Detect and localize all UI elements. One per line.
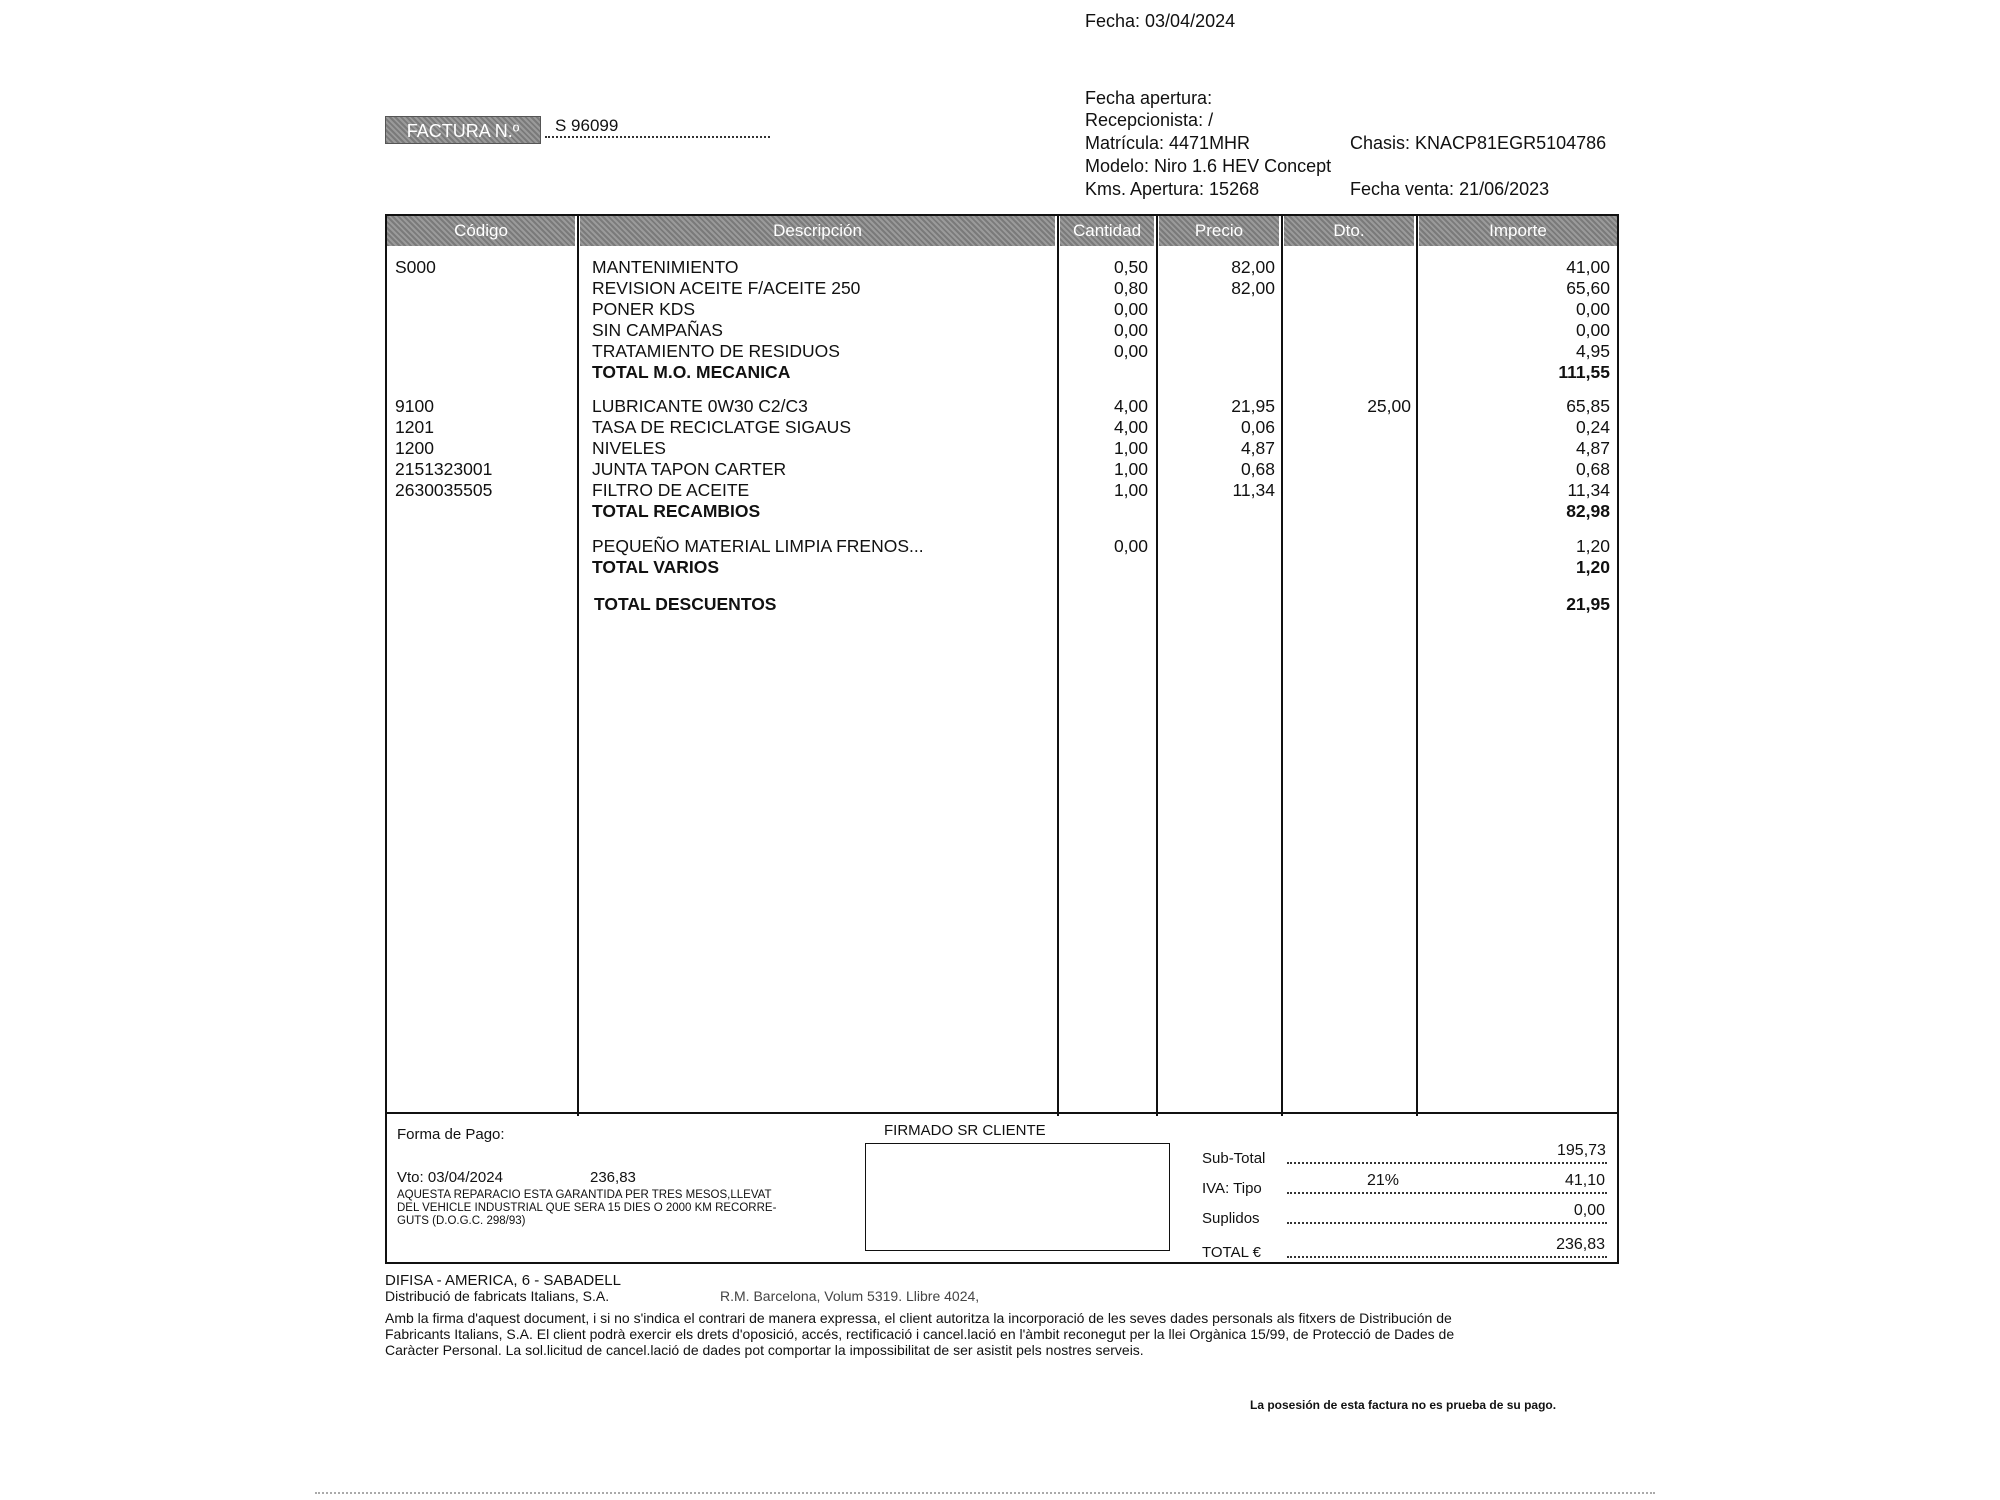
vat-rate: 21% (1367, 1172, 1400, 1189)
invoice-lines-table (385, 214, 1619, 1114)
page-bottom-rule (315, 1492, 1655, 1494)
warranty-text-line-1: AQUESTA REPARACIO ESTA GARANTIDA PER TRES MESOS,LLEVAT (397, 1189, 772, 1201)
cell-cantidad: 4,00 (1113, 396, 1148, 416)
cell-precio: 82,00 (1231, 278, 1275, 298)
cell-cantidad: 1,00 (1113, 438, 1148, 458)
total-dots (1287, 1256, 1607, 1258)
column-divider (1156, 216, 1158, 1116)
cell-descripcion: MANTENIMIENTO (592, 257, 739, 277)
subtotal-value: 195,73 (1557, 1142, 1606, 1159)
cell-descripcion: TOTAL M.O. MECANICA (592, 362, 791, 382)
cell-importe: 0,00 (1575, 299, 1610, 319)
cell-cantidad: 0,50 (1113, 257, 1148, 277)
cell-descripcion: JUNTA TAPON CARTER (592, 459, 787, 479)
invoice-number-underline (545, 136, 770, 138)
cell-importe: 4,87 (1575, 438, 1610, 458)
cell-precio: 4,87 (1240, 438, 1275, 458)
invoice-number: S 96099 (555, 116, 619, 135)
cell-codigo: 2630035505 (395, 480, 493, 500)
company-registry: R.M. Barcelona, Volum 5319. Llibre 4024, (720, 1288, 980, 1304)
cell-importe: 111,55 (1558, 362, 1610, 382)
cell-cantidad: 1,00 (1113, 459, 1148, 479)
payment-method-label: Forma de Pago: (397, 1126, 505, 1143)
company-name: Distribució de fabricats Italians, S.A. (385, 1288, 610, 1304)
cell-importe: 82,98 (1566, 501, 1610, 521)
cell-descripcion: TASA DE RECICLATGE SIGAUS (592, 417, 851, 437)
suplidos-label: Suplidos (1202, 1210, 1260, 1227)
column-header-cantidad: Cantidad (1060, 216, 1154, 246)
opening-mileage: Kms. Apertura: 15268 (1085, 179, 1260, 199)
cell-descripcion: REVISION ACEITE F/ACEITE 250 (592, 278, 861, 298)
column-divider (1281, 216, 1283, 1116)
cell-descripcion: SIN CAMPAÑAS (592, 320, 723, 340)
cell-codigo: 1200 (395, 438, 434, 458)
payment-disclaimer: La posesión de esta factura no es prueba de su pago. (1250, 1398, 1557, 1412)
subtotal-dots (1287, 1162, 1607, 1164)
signature-box (865, 1143, 1170, 1251)
column-header-importe: Importe (1419, 216, 1617, 246)
cell-descripcion: TOTAL RECAMBIOS (592, 501, 761, 521)
cell-descripcion: TRATAMIENTO DE RESIDUOS (592, 341, 840, 361)
cell-importe: 21,95 (1566, 594, 1610, 614)
privacy-notice-line-1: Amb la firma d'aquest document, i si no s'indica el contrari de manera expressa, el client autoritza la incorporació de les seves dades personals als fitxers de Distribución de (385, 1310, 1452, 1326)
warranty-text-line-3: GUTS (D.O.G.C. 298/93) (397, 1215, 526, 1227)
column-header-codigo: Código (387, 216, 575, 246)
cell-importe: 1,20 (1575, 536, 1610, 556)
cell-importe: 65,60 (1566, 278, 1610, 298)
cell-dto: 25,00 (1367, 396, 1411, 416)
vat-dots (1287, 1192, 1607, 1194)
cell-codigo: 1201 (395, 417, 434, 437)
chassis-number: Chasis: KNACP81EGR5104786 (1350, 133, 1607, 153)
column-header-dto: Dto. (1284, 216, 1414, 246)
cell-precio: 82,00 (1231, 257, 1275, 277)
total-label: TOTAL € (1202, 1244, 1261, 1261)
cell-descripcion: TOTAL DESCUENTOS (594, 594, 777, 614)
signature-label: FIRMADO SR CLIENTE (884, 1122, 1046, 1139)
sale-date: Fecha venta: 21/06/2023 (1350, 179, 1550, 199)
due-amount: 236,83 (590, 1169, 636, 1186)
column-divider (577, 216, 579, 1116)
cell-precio: 0,06 (1240, 417, 1275, 437)
privacy-notice-line-2: Fabricants Italians, S.A. El client podrà exercir els drets d'oposició, accés, rectificació i cancel.lació en l'àmbit reconegut per la llei Orgànica 15/99, de Protecció de Dades de (385, 1326, 1455, 1342)
invoice-date: Fecha: 03/04/2024 (1085, 11, 1236, 31)
cell-importe: 4,95 (1575, 341, 1610, 361)
column-divider (1416, 216, 1418, 1116)
due-date: Vto: 03/04/2024 (397, 1169, 503, 1186)
opening-date: Fecha apertura: (1085, 88, 1213, 108)
license-plate: Matrícula: 4471MHR (1085, 133, 1251, 153)
cell-importe: 11,34 (1567, 480, 1610, 500)
column-header-descripcion: Descripción (580, 216, 1055, 246)
cell-importe: 0,00 (1575, 320, 1610, 340)
cell-importe: 41,00 (1566, 257, 1610, 277)
cell-precio: 21,95 (1231, 396, 1275, 416)
cell-cantidad: 0,00 (1113, 299, 1148, 319)
cell-cantidad: 0,00 (1113, 536, 1148, 556)
column-divider (1057, 216, 1059, 1116)
cell-descripcion: NIVELES (592, 438, 666, 458)
vat-label: IVA: Tipo (1202, 1180, 1262, 1197)
cell-descripcion: PEQUEÑO MATERIAL LIMPIA FRENOS... (592, 536, 924, 556)
privacy-notice-line-3: Caràcter Personal. La sol.licitud de cancel.lació de dades pot comportar la impossibilitat de ser asistit pels nostres serveis. (385, 1342, 1144, 1358)
company-address: DIFISA - AMERICA, 6 - SABADELL (385, 1272, 621, 1289)
cell-descripcion: PONER KDS (592, 299, 696, 319)
cell-precio: 0,68 (1240, 459, 1275, 479)
cell-precio: 11,34 (1232, 480, 1275, 500)
receptionist: Recepcionista: / (1085, 110, 1214, 130)
vat-value: 41,10 (1564, 1172, 1605, 1189)
warranty-text-line-2: DEL VEHICLE INDUSTRIAL QUE SERA 15 DIES O 2000 KM RECORRE- (397, 1202, 777, 1214)
vehicle-model: Modelo: Niro 1.6 HEV Concept (1085, 156, 1332, 176)
invoice-number-label: FACTURA N.º (385, 116, 541, 144)
cell-importe: 65,85 (1566, 396, 1610, 416)
cell-codigo: S000 (395, 257, 436, 277)
cell-importe: 0,24 (1575, 417, 1610, 437)
cell-cantidad: 4,00 (1113, 417, 1148, 437)
cell-importe: 1,20 (1575, 557, 1610, 577)
suplidos-value: 0,00 (1573, 1202, 1605, 1219)
cell-cantidad: 0,00 (1113, 341, 1148, 361)
cell-descripcion: LUBRICANTE 0W30 C2/C3 (592, 396, 808, 416)
cell-codigo: 9100 (395, 396, 434, 416)
cell-descripcion: TOTAL VARIOS (592, 557, 720, 577)
cell-cantidad: 0,80 (1113, 278, 1148, 298)
cell-cantidad: 0,00 (1113, 320, 1148, 340)
cell-importe: 0,68 (1575, 459, 1610, 479)
cell-descripcion: FILTRO DE ACEITE (592, 480, 750, 500)
suplidos-dots (1287, 1222, 1607, 1224)
column-header-precio: Precio (1159, 216, 1279, 246)
total-value: 236,83 (1556, 1236, 1605, 1253)
subtotal-label: Sub-Total (1202, 1150, 1266, 1167)
cell-cantidad: 1,00 (1113, 480, 1148, 500)
cell-codigo: 2151323001 (395, 459, 493, 479)
